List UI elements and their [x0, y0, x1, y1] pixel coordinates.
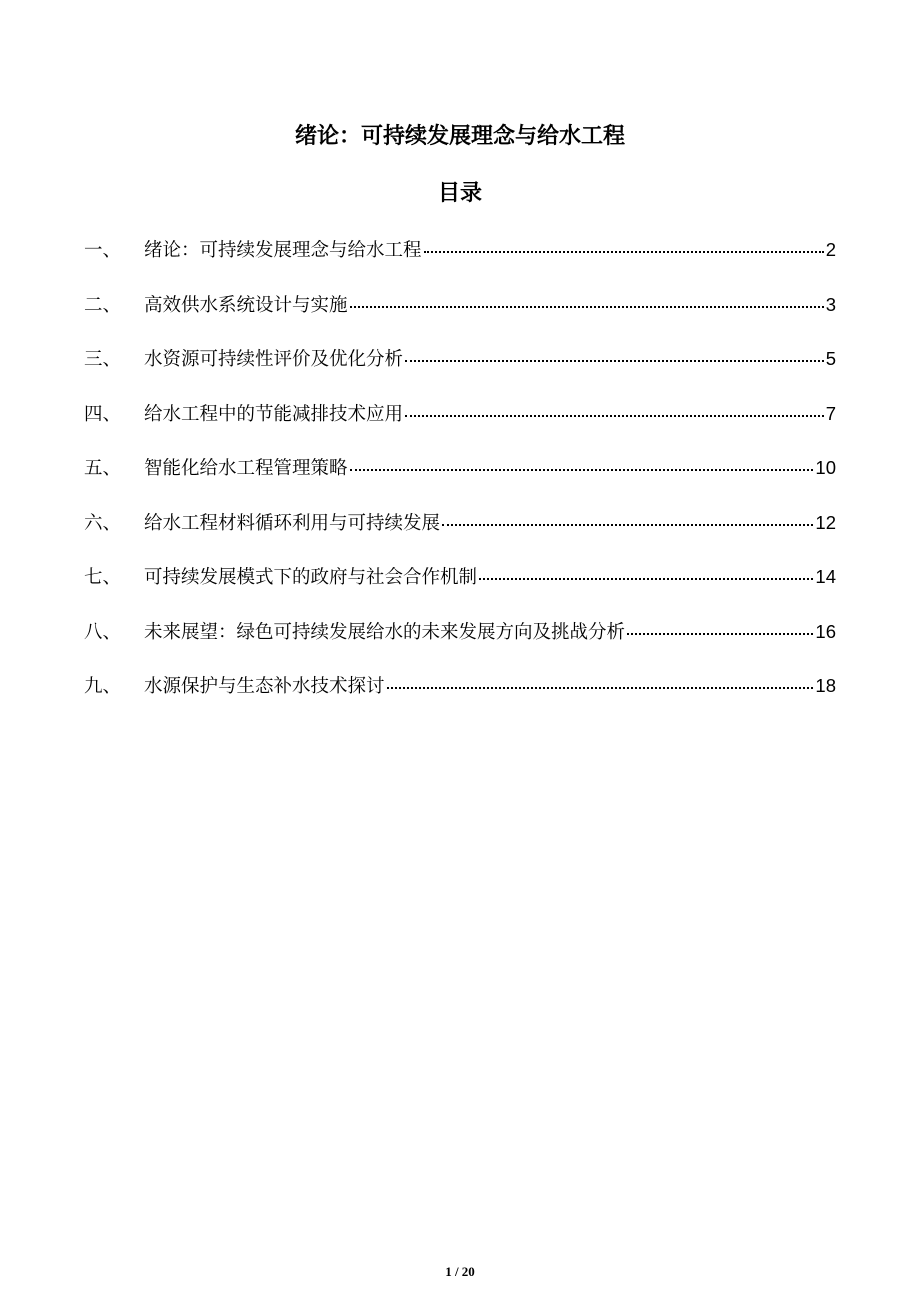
toc-entry-number: 三、 [84, 349, 122, 370]
toc-dot-leader [350, 305, 824, 308]
toc-entry-4[interactable] [84, 396, 836, 451]
toc-entry-title: 绪论：可持续发展理念与给水工程 [144, 240, 422, 261]
toc-entry-number: 七、 [84, 567, 122, 588]
toc-entry-number: 二、 [84, 294, 122, 316]
toc-dot-leader [405, 359, 824, 362]
toc-entry-page: 7 [825, 402, 836, 424]
toc-entry-title: 未来展望：绿色可持续发展给水的未来发展方向及挑战分析 [144, 621, 626, 643]
toc-entry-number: 五、 [84, 458, 122, 479]
page-number-footer: 1 / 20 [445, 1264, 475, 1279]
toc-entry-title: 给水工程材料循环利用与可持续发展 [144, 512, 441, 534]
toc-dot-leader [405, 414, 824, 417]
toc-entry-page: 3 [825, 293, 836, 315]
toc-entry-9[interactable] [84, 668, 836, 723]
table-of-contents [84, 232, 836, 723]
toc-entry-page: 10 [815, 457, 836, 478]
toc-entry-number: 六、 [84, 512, 122, 534]
toc-dot-leader [479, 577, 813, 580]
toc-entry-page: 14 [815, 566, 836, 587]
toc-entry-title: 可持续发展模式下的政府与社会合作机制 [144, 567, 478, 588]
toc-entry-title: 给水工程中的节能减排技术应用 [144, 403, 404, 425]
toc-entry-title: 水源保护与生态补水技术探讨 [144, 676, 385, 697]
toc-entry-title: 高效供水系统设计与实施 [144, 294, 348, 316]
toc-entry-2[interactable] [84, 287, 836, 342]
toc-entry-7[interactable] [84, 559, 836, 614]
toc-dot-leader [442, 523, 813, 526]
toc-entry-title: 水资源可持续性评价及优化分析 [144, 349, 404, 370]
toc-entry-number: 八、 [84, 621, 122, 643]
toc-entry-1[interactable] [84, 232, 836, 287]
toc-entry-number: 一、 [84, 240, 122, 261]
toc-heading: 目录 [437, 181, 482, 206]
toc-entry-6[interactable] [84, 505, 836, 560]
toc-entry-page: 2 [825, 239, 836, 260]
toc-entry-page: 12 [815, 511, 836, 533]
toc-entry-page: 5 [825, 348, 836, 369]
toc-dot-leader [387, 686, 814, 689]
toc-dot-leader [350, 468, 814, 471]
toc-entry-page: 16 [815, 620, 836, 642]
toc-entry-number: 四、 [84, 403, 122, 425]
document-title: 绪论：可持续发展理念与给水工程 [294, 124, 625, 149]
toc-entry-3[interactable] [84, 341, 836, 396]
toc-entry-page: 18 [815, 675, 836, 696]
toc-dot-leader [424, 250, 824, 253]
toc-entry-8[interactable] [84, 614, 836, 669]
toc-entry-5[interactable] [84, 450, 836, 505]
toc-entry-number: 九、 [84, 676, 122, 697]
toc-entry-title: 智能化给水工程管理策略 [144, 458, 348, 479]
toc-dot-leader [627, 632, 813, 635]
